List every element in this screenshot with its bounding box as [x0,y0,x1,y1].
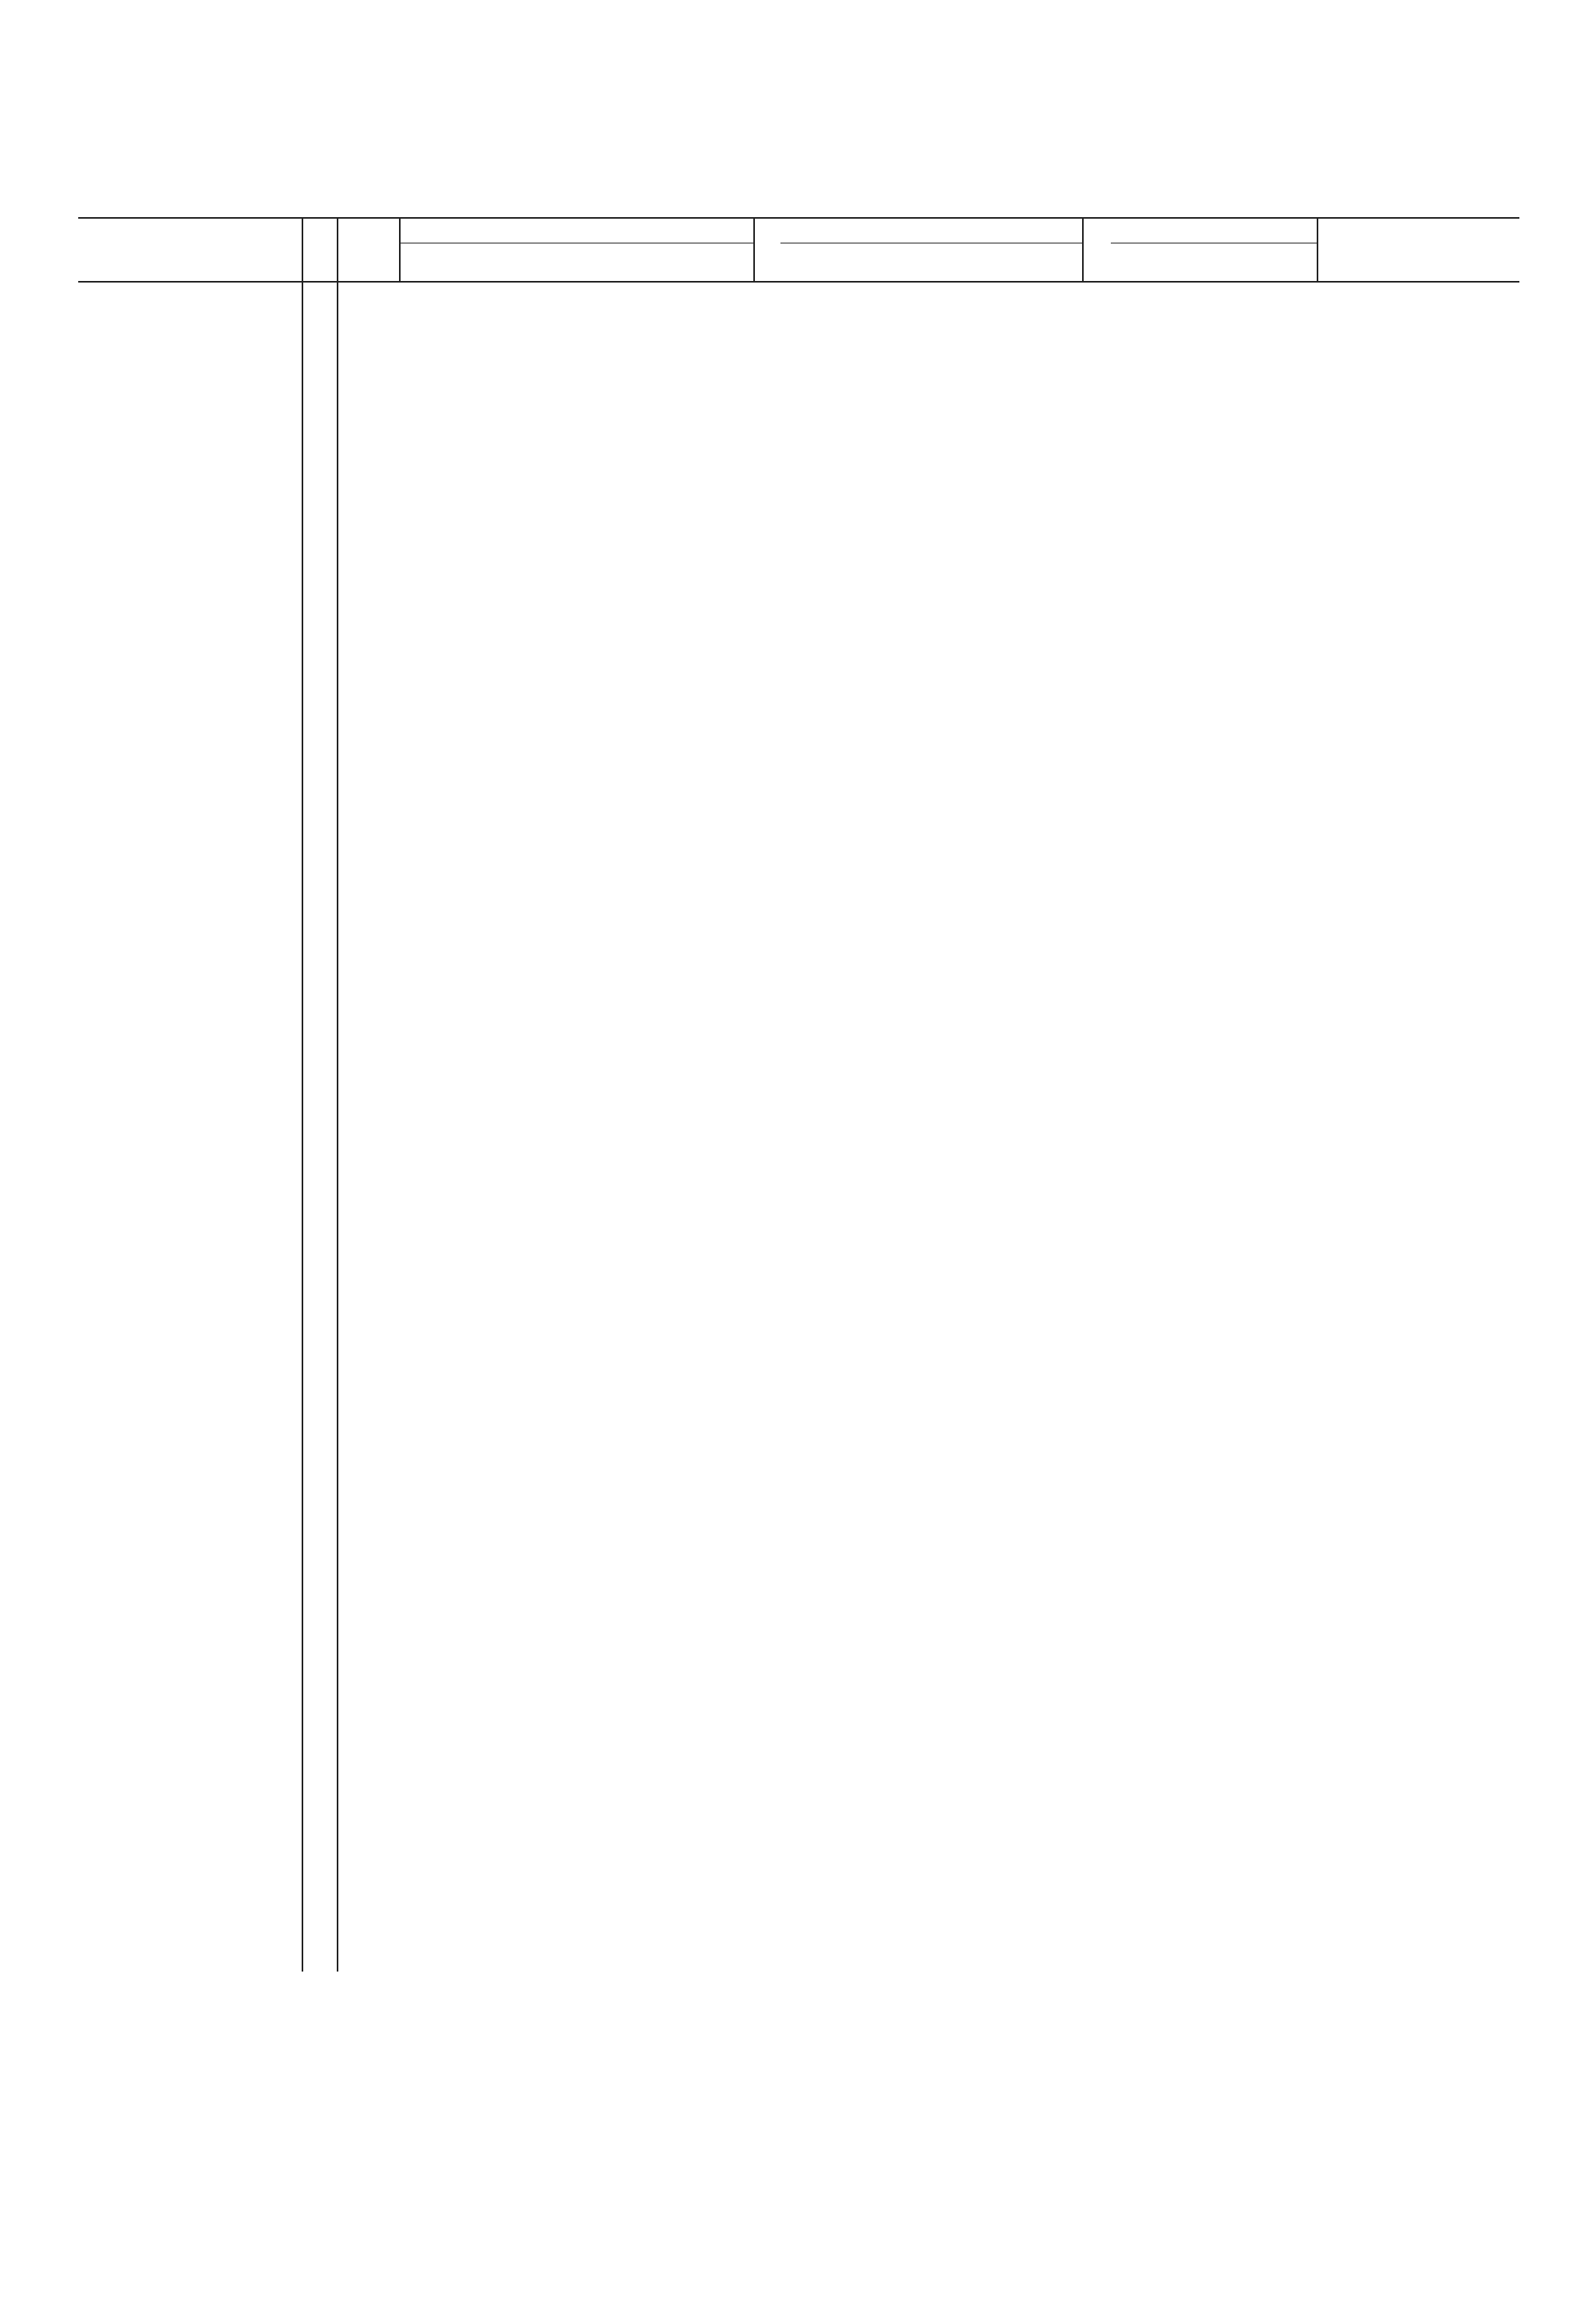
divider-line [337,281,338,1972]
divider-line [302,281,303,1972]
